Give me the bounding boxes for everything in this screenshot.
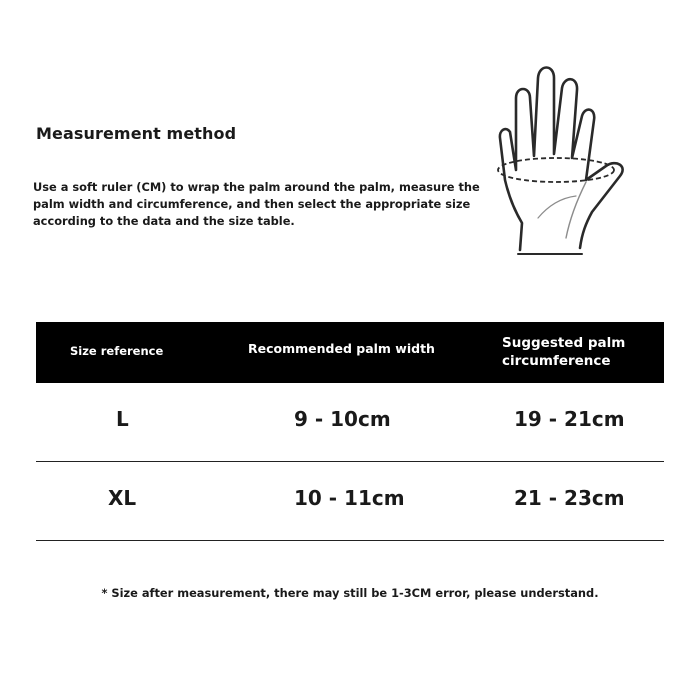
table-row bbox=[36, 462, 664, 541]
measurement-description: Use a soft ruler (CM) to wrap the palm around the palm, measure the palm width and circumference, and then select the appropriate size according to the data and the size table. bbox=[33, 180, 480, 228]
hand-measurement-icon bbox=[478, 58, 638, 268]
palm-circumference-cell: 21 - 23cm bbox=[514, 486, 625, 510]
size-cell: XL bbox=[108, 486, 137, 510]
header-palm-circumference: Suggested palm circumference bbox=[502, 335, 626, 369]
footnote: * Size after measurement, there may still be 1-3CM error, please understand. bbox=[101, 586, 599, 600]
header-palm-width: Recommended palm width bbox=[248, 341, 435, 356]
measurement-title: Measurement method bbox=[36, 124, 237, 143]
table-row bbox=[36, 383, 664, 462]
palm-width-cell: 10 - 11cm bbox=[294, 486, 405, 510]
palm-circumference-cell: 19 - 21cm bbox=[514, 407, 625, 431]
palm-width-cell: 9 - 10cm bbox=[294, 407, 391, 431]
size-table-header bbox=[36, 322, 664, 383]
header-size-reference: Size reference bbox=[70, 344, 164, 358]
size-table bbox=[36, 322, 664, 541]
size-cell: L bbox=[116, 407, 129, 431]
